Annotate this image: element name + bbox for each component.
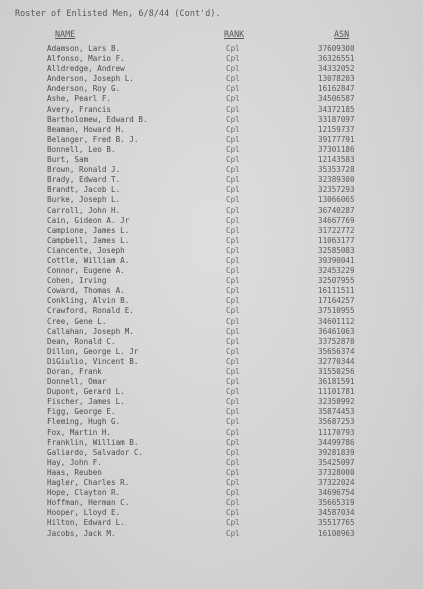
soldier-asn: 16100963 — [318, 528, 355, 538]
soldier-asn: 34587034 — [318, 508, 355, 518]
soldier-name: Connor, Eugene A. — [47, 266, 125, 276]
soldier-asn: 34506587 — [318, 94, 355, 104]
soldier-rank: Cpl — [226, 467, 240, 477]
soldier-asn: 39390041 — [318, 255, 355, 265]
soldier-rank: Cpl — [226, 437, 240, 447]
table-row — [0, 407, 423, 417]
table-row — [0, 478, 423, 488]
table-row — [0, 337, 423, 347]
soldier-rank: Cpl — [226, 316, 240, 326]
table-row — [0, 266, 423, 276]
soldier-name: Conkling, Alvin B. — [47, 296, 130, 306]
table-row — [0, 327, 423, 337]
table-row — [0, 64, 423, 74]
soldier-asn: 37510955 — [318, 306, 355, 316]
table-row — [0, 529, 423, 539]
soldier-name: Avery, Francis — [47, 104, 112, 114]
soldier-rank: Cpl — [226, 225, 240, 235]
soldier-rank: Cpl — [226, 508, 240, 518]
soldier-rank: Cpl — [226, 498, 240, 508]
table-row — [0, 397, 423, 407]
soldier-rank: Cpl — [226, 367, 240, 376]
soldier-asn: 32770344 — [318, 356, 355, 366]
soldier-name: Fox, Martin H. — [47, 427, 112, 437]
table-row — [0, 347, 423, 357]
soldier-asn: 13066065 — [318, 195, 355, 205]
table-row — [0, 44, 423, 54]
table-row — [0, 226, 423, 236]
soldier-rank: Cpl — [226, 286, 240, 296]
soldier-rank: Cpl — [226, 165, 240, 175]
table-row — [0, 317, 423, 327]
table-row — [0, 175, 423, 185]
soldier-rank: Cpl — [226, 518, 240, 528]
soldier-rank: Cpl — [226, 235, 240, 245]
soldier-asn: 37301186 — [318, 144, 355, 154]
soldier-rank: Cpl — [226, 44, 240, 53]
soldier-name: Brandt, Jacob L. — [47, 185, 121, 195]
soldier-rank: Cpl — [226, 336, 240, 346]
soldier-rank: Cpl — [226, 407, 240, 417]
table-row — [0, 115, 423, 125]
soldier-asn: 34696754 — [318, 488, 355, 498]
soldier-rank: Cpl — [226, 397, 240, 407]
soldier-name: Dean, Ronald C. — [47, 336, 116, 346]
soldier-asn: 31550256 — [318, 367, 355, 376]
soldier-name: Cree, Gene L. — [47, 316, 107, 326]
soldier-rank: Cpl — [226, 144, 240, 154]
table-row — [0, 438, 423, 448]
soldier-rank: Cpl — [226, 104, 240, 114]
soldier-name: Alldredge, Andrew — [47, 64, 125, 74]
soldier-name: Hilton, Edward L. — [47, 518, 125, 528]
soldier-rank: Cpl — [226, 377, 240, 387]
soldier-rank: Cpl — [226, 427, 240, 437]
table-row — [0, 145, 423, 155]
table-row — [0, 428, 423, 438]
soldier-name: Galiardo, Salvador C. — [47, 447, 144, 457]
soldier-rank: Cpl — [226, 84, 240, 94]
table-row — [0, 458, 423, 468]
table-row — [0, 84, 423, 94]
soldier-name: Cain, Gideon A. Jr — [47, 215, 130, 225]
table-row — [0, 94, 423, 104]
soldier-name: Cohen, Irving — [47, 276, 107, 286]
soldier-asn: 32357293 — [318, 185, 355, 195]
table-row — [0, 468, 423, 478]
table-row — [0, 135, 423, 145]
soldier-asn: 11101781 — [318, 387, 355, 397]
table-row — [0, 195, 423, 205]
soldier-asn: 32358992 — [318, 397, 355, 407]
table-row — [0, 498, 423, 508]
table-row — [0, 367, 423, 377]
soldier-name: Hay, John F. — [47, 457, 102, 467]
soldier-name: Franklin, William B. — [47, 437, 139, 447]
soldier-rank: Cpl — [226, 255, 240, 265]
soldier-rank: Cpl — [226, 266, 240, 276]
table-row — [0, 236, 423, 246]
soldier-name: Hagler, Charles R. — [47, 478, 130, 488]
soldier-asn: 34372185 — [318, 104, 355, 114]
soldier-rank: Cpl — [226, 276, 240, 286]
soldier-rank: Cpl — [226, 306, 240, 316]
soldier-rank: Cpl — [226, 417, 240, 427]
soldier-name: Ashe, Pearl F. — [47, 94, 112, 104]
soldier-rank: Cpl — [226, 195, 240, 205]
table-row — [0, 216, 423, 226]
table-row — [0, 387, 423, 397]
soldier-asn: 35656374 — [318, 346, 355, 356]
soldier-asn: 39281839 — [318, 447, 355, 457]
soldier-asn: 36326551 — [318, 54, 355, 64]
soldier-name: Fischer, James L. — [47, 397, 125, 407]
soldier-name: Coward, Thomas A. — [47, 286, 125, 296]
soldier-name: Ciancente, Joseph — [47, 245, 125, 255]
soldier-rank: Cpl — [226, 155, 240, 165]
soldier-name: Campbell, James L. — [47, 235, 130, 245]
soldier-asn: 11170793 — [318, 427, 355, 437]
table-row — [0, 508, 423, 518]
soldier-name: Campione, James L. — [47, 225, 130, 235]
roster-rows — [0, 44, 423, 539]
table-row — [0, 155, 423, 165]
table-row — [0, 165, 423, 175]
soldier-rank: Cpl — [226, 74, 240, 84]
soldier-asn: 13078203 — [318, 74, 355, 84]
table-row — [0, 276, 423, 286]
soldier-asn: 33752878 — [318, 336, 355, 346]
soldier-rank: Cpl — [226, 245, 240, 255]
roster-header: Roster of Enlisted Men, 6/8/44 (Cont'd). — [15, 8, 221, 18]
soldier-asn: 35665319 — [318, 498, 355, 508]
soldier-asn: 32389300 — [318, 175, 355, 185]
soldier-name: Brady, Edward T. — [47, 175, 121, 185]
soldier-name: Crawford, Ronald E. — [47, 306, 134, 316]
column-header-name: NAME — [55, 29, 76, 39]
soldier-name: Dillon, George L. Jr — [47, 346, 139, 356]
soldier-asn: 35425097 — [318, 457, 355, 467]
soldier-name: Bonnell, Leo B. — [47, 144, 116, 154]
soldier-rank: Cpl — [226, 134, 240, 144]
soldier-rank: Cpl — [226, 346, 240, 356]
soldier-asn: 35517765 — [318, 518, 355, 528]
soldier-asn: 36461063 — [318, 326, 355, 336]
soldier-asn: 32507955 — [318, 276, 355, 286]
table-row — [0, 488, 423, 498]
soldier-asn: 37328000 — [318, 467, 355, 477]
soldier-asn: 31722772 — [318, 225, 355, 235]
soldier-asn: 37609300 — [318, 44, 355, 53]
soldier-name: Anderson, Joseph L. — [47, 74, 134, 84]
soldier-rank: Cpl — [226, 488, 240, 498]
soldier-rank: Cpl — [226, 447, 240, 457]
soldier-rank: Cpl — [226, 215, 240, 225]
table-row — [0, 125, 423, 135]
table-row — [0, 306, 423, 316]
column-header-asn: ASN — [334, 29, 350, 39]
soldier-rank: Cpl — [226, 94, 240, 104]
soldier-rank: Cpl — [226, 457, 240, 467]
soldier-name: Adamson, Lars B. — [47, 44, 121, 53]
soldier-name: Alfonso, Mario F. — [47, 54, 125, 64]
table-row — [0, 286, 423, 296]
soldier-rank: Cpl — [226, 185, 240, 195]
column-header-rank: RANK — [224, 29, 245, 39]
soldier-rank: Cpl — [226, 478, 240, 488]
soldier-name: Hope, Clayton R. — [47, 488, 121, 498]
table-row — [0, 74, 423, 84]
soldier-name: Bartholomew, Edward B. — [47, 114, 148, 124]
soldier-name: Hooper, Lloyd E. — [47, 508, 121, 518]
soldier-name: Dupont, Gerard L. — [47, 387, 125, 397]
soldier-asn: 34332052 — [318, 64, 355, 74]
soldier-asn: 34601112 — [318, 316, 355, 326]
soldier-rank: Cpl — [226, 205, 240, 215]
table-row — [0, 256, 423, 266]
soldier-asn: 16111511 — [318, 286, 355, 296]
soldier-rank: Cpl — [226, 124, 240, 134]
table-row — [0, 206, 423, 216]
table-row — [0, 54, 423, 64]
soldier-name: Haas, Reuben — [47, 467, 102, 477]
soldier-asn: 17164257 — [318, 296, 355, 306]
soldier-name: Burke, Joseph L. — [47, 195, 121, 205]
soldier-asn: 11063177 — [318, 235, 355, 245]
table-row — [0, 518, 423, 528]
soldier-asn: 35353728 — [318, 165, 355, 175]
soldier-name: Doran, Frank — [47, 367, 102, 376]
soldier-rank: Cpl — [226, 175, 240, 185]
soldier-name: Brown, Ronald J. — [47, 165, 121, 175]
soldier-rank: Cpl — [226, 528, 240, 538]
soldier-name: Belanger, Fred B. J. — [47, 134, 139, 144]
table-row — [0, 377, 423, 387]
soldier-asn: 35687253 — [318, 417, 355, 427]
soldier-name: Callahan, Joseph M. — [47, 326, 134, 336]
soldier-name: DiGiulio, Vincent B. — [47, 356, 139, 366]
soldier-asn: 33187097 — [318, 114, 355, 124]
soldier-rank: Cpl — [226, 64, 240, 74]
soldier-name: Jacobs, Jack M. — [47, 528, 116, 538]
soldier-name: Fleming, Hugh G. — [47, 417, 121, 427]
soldier-name: Figg, George E. — [47, 407, 116, 417]
soldier-name: Donnell, Omar — [47, 377, 107, 387]
soldier-name: Beaman, Howard H. — [47, 124, 125, 134]
soldier-asn: 12159737 — [318, 124, 355, 134]
soldier-asn: 12143583 — [318, 155, 355, 165]
soldier-rank: Cpl — [226, 114, 240, 124]
table-row — [0, 448, 423, 458]
table-row — [0, 246, 423, 256]
soldier-name: Anderson, Roy G. — [47, 84, 121, 94]
soldier-rank: Cpl — [226, 387, 240, 397]
soldier-name: Cottle, William A. — [47, 255, 130, 265]
table-row — [0, 296, 423, 306]
soldier-asn: 35874453 — [318, 407, 355, 417]
soldier-rank: Cpl — [226, 326, 240, 336]
soldier-rank: Cpl — [226, 296, 240, 306]
soldier-asn: 32453229 — [318, 266, 355, 276]
soldier-name: Carroll, John H. — [47, 205, 121, 215]
soldier-asn: 16162847 — [318, 84, 355, 94]
table-row — [0, 105, 423, 115]
soldier-asn: 34499786 — [318, 437, 355, 447]
soldier-asn: 36181591 — [318, 377, 355, 387]
soldier-name: Burt, Sam — [47, 155, 89, 165]
soldier-name: Hoffman, Herman C. — [47, 498, 130, 508]
table-row — [0, 417, 423, 427]
soldier-asn: 37322024 — [318, 478, 355, 488]
table-row — [0, 185, 423, 195]
soldier-asn: 39177791 — [318, 134, 355, 144]
soldier-rank: Cpl — [226, 54, 240, 64]
soldier-asn: 36740287 — [318, 205, 355, 215]
soldier-rank: Cpl — [226, 356, 240, 366]
table-row — [0, 357, 423, 367]
soldier-asn: 32585083 — [318, 245, 355, 255]
soldier-asn: 34667769 — [318, 215, 355, 225]
